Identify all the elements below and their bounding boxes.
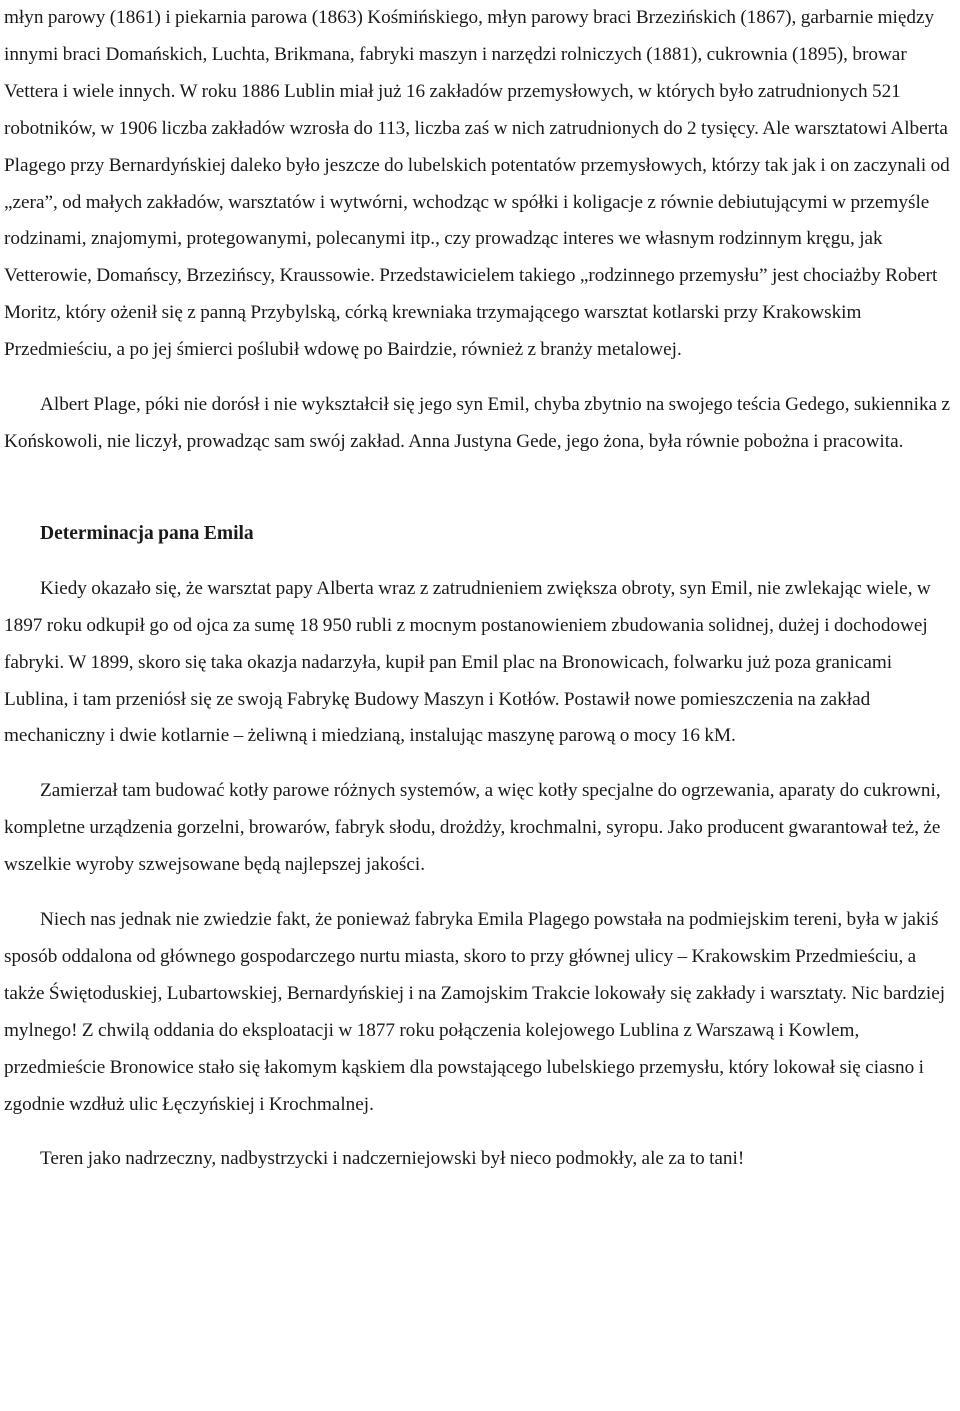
document-page	[4, 0, 954, 1178]
paragraph-emil-buys-workshop: Kiedy okazało się, że warsztat papy Alberta wraz z zatrudnieniem zwiększa obroty, syn Emil, nie zwlekając wiele, w 1897 roku odkupił go od ojca za sumę 18 950 rubli z mocnym postanowieniem zbudowania solidnej, dużej i dochodowej fabryki. W 1899, skoro się taka okazja nadarzyła, kupił pan Emil plac na Bronowicach, folwarku już poza granicami Lublina, i tam przeniósł się ze swoją Fabrykę Budowy Maszyn i Kotłów. Postawił nowe pomieszczenia na zakład mechaniczny i dwie kotlarnie – żeliwną i miedzianą, instalując maszynę parową o mocy 16 kM.	[4, 577, 931, 747]
paragraph-terrain: Teren jako nadrzeczny, nadbystrzycki i nadczerniejowski był nieco podmokły, ale za to tani!	[40, 1148, 745, 1170]
paragraph-bronowice-location: Niech nas jednak nie zwiedzie fakt, że ponieważ fabryka Emila Plagego powstała na podmiejskim tereni, była w jakiś sposób oddalona od głównego gospodarczego nurtu miasta, skoro to przy głównej ulicy – Krakowskim Przedmieściu, a także Świętoduskiej, Lubartowskiej, Bernardyńskiej i na Zamojskim Trakcie lokowały się zakłady i warsztaty. Nic bardziej mylnego! Z chwilą oddania do eksploatacji w 1877 roku połączenia kolejowego Lublina z Warszawą i Kowlem, przedmieście Bronowice stało się łakomym kąskiem dla powstającego lubelskiego przemysłu, który lokował się ciasno i zgodnie wzdłuż ulic Łęczyńskiej i Krochmalnej.	[4, 909, 946, 1115]
paragraph-industry-history: młyn parowy (1861) i piekarnia parowa (1863) Kośmińskiego, młyn parowy braci Brzezińskich (1867), garbarnie między innymi braci Domańskich, Luchta, Brikmana, fabryki maszyn i narzędzi rolniczych (1881), cukrownia (1895), browar Vettera i wiele innych. W roku 1886 Lublin miał już 16 zakładów przemysłowych, w których było zatrudnionych 521 robotników, w 1906 liczba zakładów wzrosła do 113, liczba zaś w nich zatrudnionych do 2 tysięcy. Ale warsztatowi Alberta Plagego przy Bernardyńskiej daleko było jeszcze do lubelskich potentatów przemysłowych, którzy tak jak i on zaczynali od „zera”, od małych zakładów, warsztatów i wytwórni, wchodząc w spółki i koligacje z równie debiutującymi w przemyśle rodzinami, znajomymi, protegowanymi, polecanymi itp., czy prowadząc interes we własnym rodzinnym kręgu, jak Vetterowie, Domańscy, Brzezińscy, Kraussowie. Przedstawicielem takiego „rodzinnego przemysłu” jest chociażby Robert Moritz, który ożenił się z panną Przybylską, córką krewniaka trzymającego warsztat kotlarski przy Krakowskim Przedmieściu, a po jej śmierci poślubił wdowę po Bairdzie, również z branży metalowej.	[4, 7, 950, 361]
section-heading: Determinacja pana Emila	[40, 522, 254, 544]
section-spacer	[4, 461, 954, 516]
paragraph-albert-plage: Albert Plage, póki nie dorósł i nie wykształcił się jego syn Emil, chyba zbytnio na swojego teścia Gedego, sukiennika z Końskowoli, nie liczył, prowadząc sam swój zakład. Anna Justyna Gede, jego żona, była równie pobożna i pracowita.	[4, 394, 950, 452]
paragraph-boiler-production: Zamierzał tam budować kotły parowe różnych systemów, a więc kotły specjalne do ogrzewania, aparaty do cukrowni, kompletne urządzenia gorzelni, browarów, fabryk słodu, drożdży, krochmalni, syropu. Jako producent gwarantował też, że wszelkie wyroby szwejsowane będą najlepszej jakości.	[4, 780, 941, 876]
